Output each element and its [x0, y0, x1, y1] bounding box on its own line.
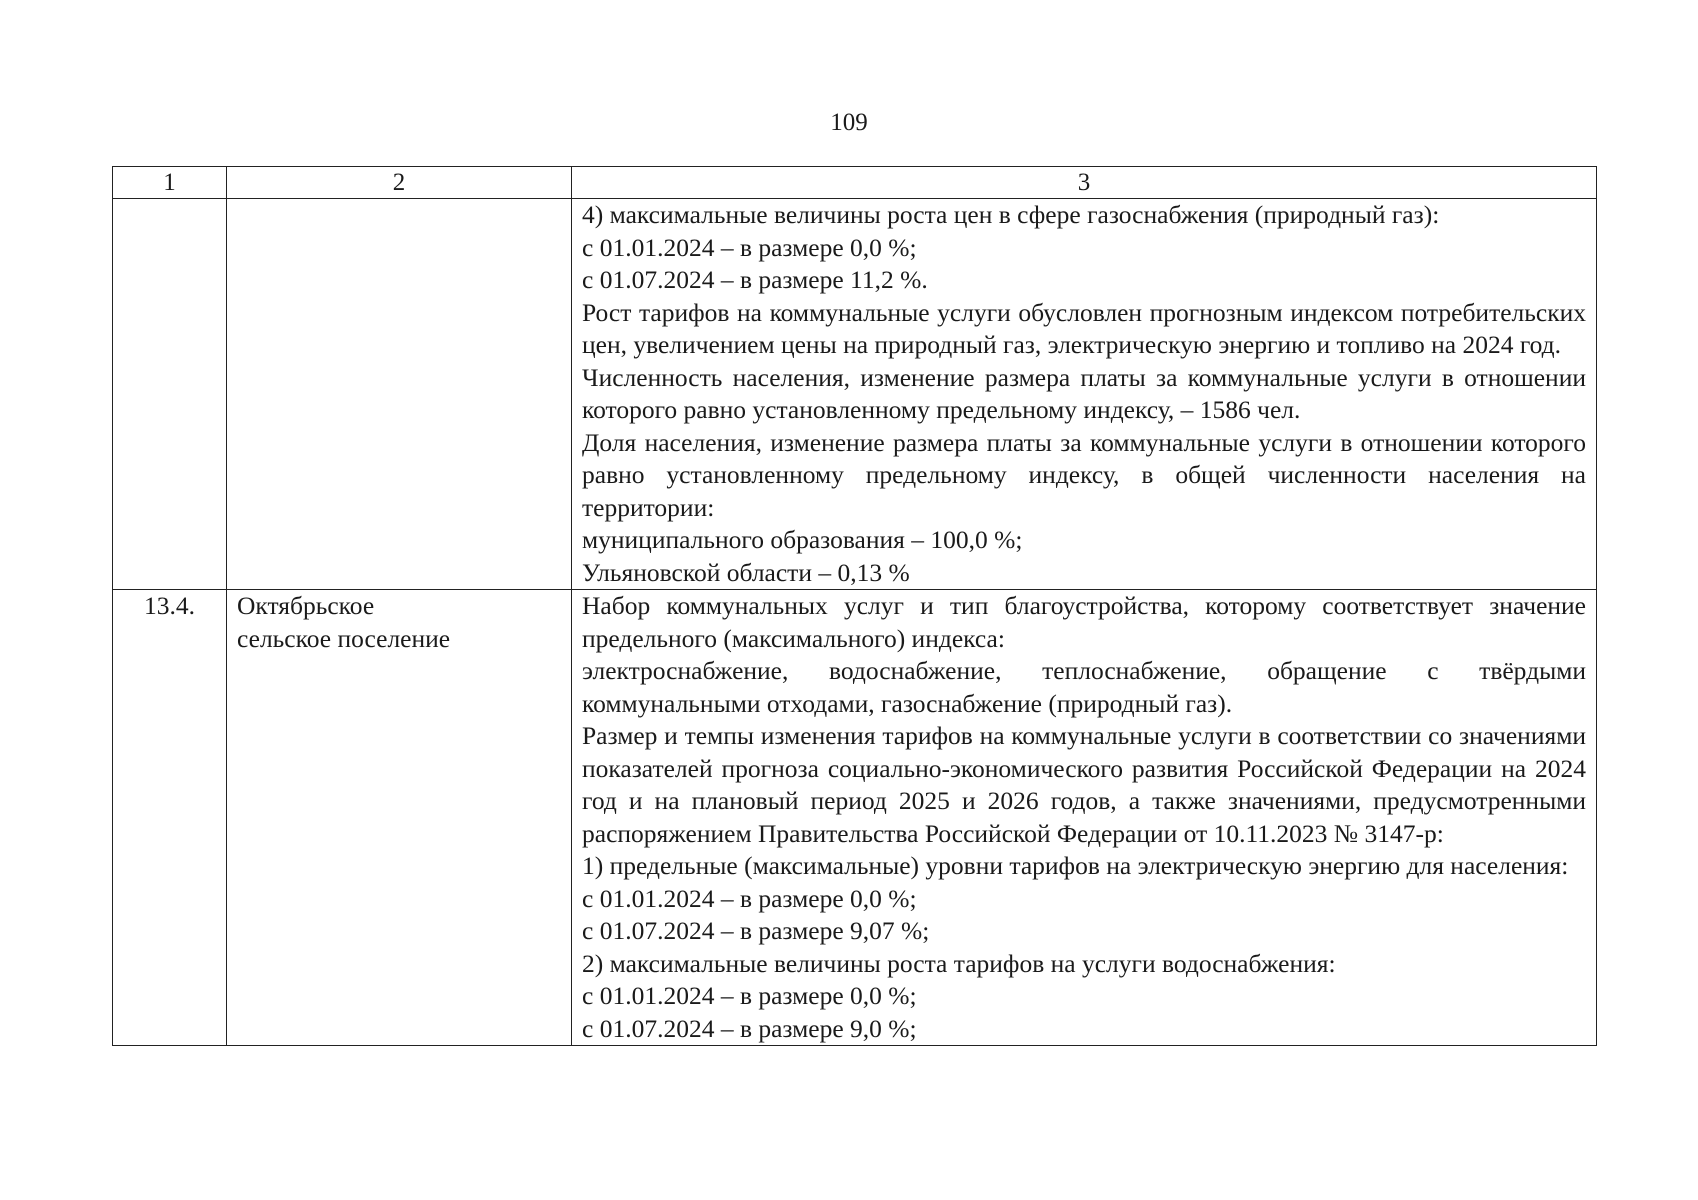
description-cell — [572, 199, 1597, 590]
text-paragraph: электроснабжение, водоснабжение, теплоснабжение, обращение с твёрдыми коммунальными отходами, газоснабжение (природный газ). — [582, 656, 1586, 718]
row-number-cell — [113, 199, 227, 590]
description-text — [582, 590, 1586, 1045]
column-header-1: 1 — [113, 167, 227, 199]
settlement-name-line-1: Октябрьское — [237, 591, 375, 620]
text-line: 2) максимальные величины роста тарифов на услуги водоснабжения: — [582, 948, 1336, 978]
description-text — [582, 199, 1586, 589]
text-line: 4) максимальные величины роста цен в сфере газоснабжения (природный газ): — [582, 200, 1440, 229]
text-paragraph: Доля населения, изменение размера платы за коммунальные услуги в отношении которого равно установленному предельному индексу, в общей численности населения на территории: — [582, 427, 1586, 522]
row-number-cell: 13.4. — [113, 590, 227, 1046]
settlement-name-cell — [227, 199, 572, 590]
tariff-table — [112, 166, 1597, 1046]
text-line: с 01.07.2024 – в размере 9,07 %; — [582, 916, 930, 945]
text-paragraph: Набор коммунальных услуг и тип благоустройства, которому соответствует значение предельного (максимального) индекса: — [582, 591, 1586, 653]
text-paragraph: Рост тарифов на коммунальные услуги обусловлен прогнозным индексом потребительских цен, увеличением цены на природный газ, электрическую энергию и топливо на 2024 год. — [582, 297, 1586, 359]
text-line: муниципального образования – 100,0 %; — [582, 525, 1023, 554]
text-line: с 01.01.2024 – в размере 0,0 %; — [582, 981, 917, 1010]
table-row-continuation — [113, 199, 1597, 590]
settlement-name-line-2: сельское поселение — [237, 623, 451, 653]
table-header-row — [113, 167, 1597, 199]
text-line: с 01.07.2024 – в размере 9,0 %; — [582, 1013, 917, 1043]
text-paragraph: 1) предельные (максимальные) уровни тарифов на электрическую энергию для населения: — [582, 851, 1569, 880]
text-line: с 01.01.2024 – в размере 0,0 %; — [582, 232, 917, 262]
text-line: с 01.01.2024 – в размере 0,0 %; — [582, 883, 917, 913]
table-row-13-4 — [113, 590, 1597, 1046]
text-line: с 01.07.2024 – в размере 11,2 %. — [582, 265, 928, 294]
column-header-2: 2 — [227, 167, 572, 199]
description-cell — [572, 590, 1597, 1046]
settlement-name-cell — [227, 590, 572, 1046]
text-paragraph: Размер и темпы изменения тарифов на коммунальные услуги в соответствии со значениями показателей прогноза социально-экономического развития Российской Федерации на 2024 год и на плановый период 2025 и 2026 годов, а также значениями, предусмотренными распоряжением Правительства Российской Федерации от 10.11.2023 № 3147-р: — [582, 721, 1586, 848]
text-line: Ульяновской области – 0,13 % — [582, 557, 910, 587]
column-header-3: 3 — [572, 167, 1597, 199]
text-paragraph: Численность населения, изменение размера платы за коммунальные услуги в отношении которого равно установленному предельному индексу, – 1586 чел. — [582, 362, 1586, 424]
page-number: 109 — [830, 109, 868, 136]
